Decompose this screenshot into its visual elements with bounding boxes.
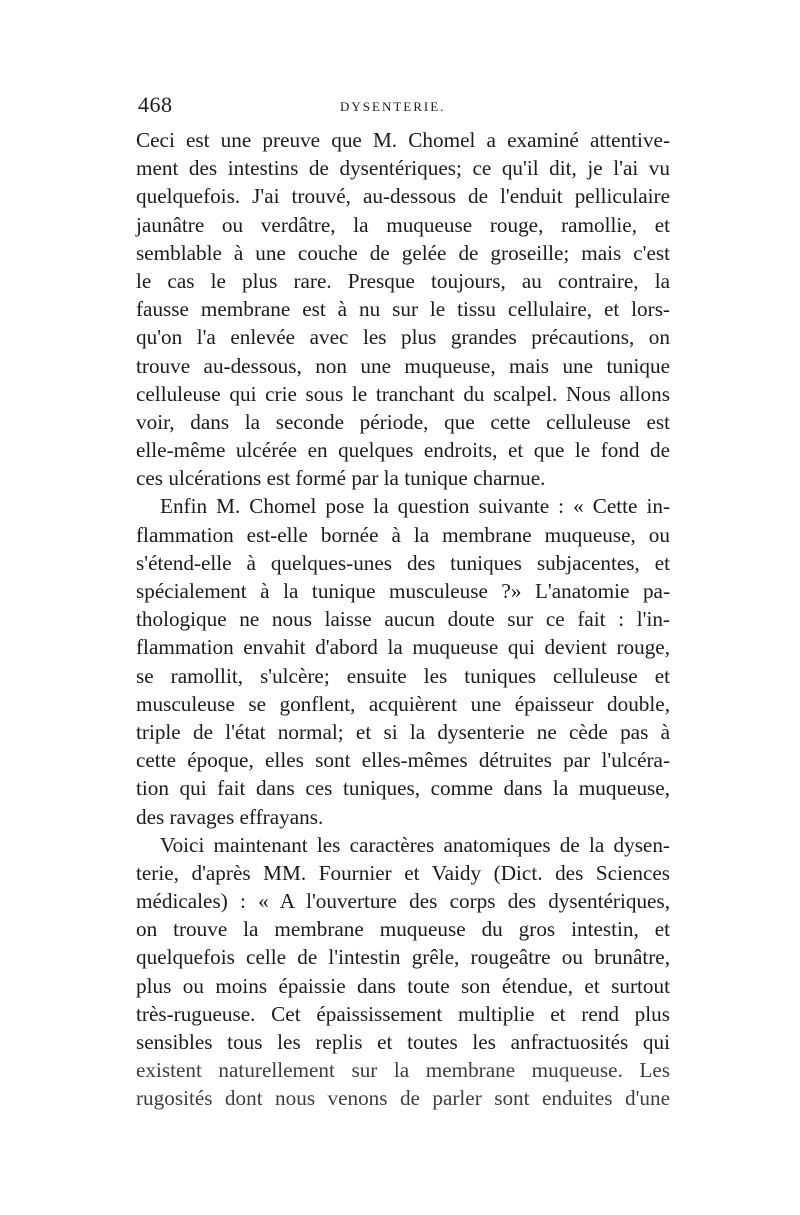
running-title: DYSENTERIE. bbox=[340, 99, 446, 114]
running-head bbox=[138, 92, 668, 122]
text-line: Enfin M. Chomel pose la question suivante : « Cette in- bbox=[160, 494, 670, 519]
text-line: semblable à une couche de gelée de groseille; mais c'est bbox=[136, 240, 670, 265]
text-line: celluleuse qui crie sous le tranchant du scalpel. Nous allons bbox=[136, 381, 670, 406]
text-line: très-rugueuse. Cet épaississement multiplie et rend plus bbox=[136, 1001, 670, 1026]
text-line: Ceci est une preuve que M. Chomel a examiné attentive- bbox=[136, 128, 670, 152]
text-line: tion qui fait dans ces tuniques, comme dans la muqueuse, bbox=[136, 776, 670, 801]
text-line: médicales) : « A l'ouverture des corps des dysentériques, bbox=[136, 889, 670, 914]
text-line: le cas le plus rare. Presque toujours, au contraire, la bbox=[136, 268, 670, 293]
text-line: qu'on l'a enlevée avec les plus grandes précautions, on bbox=[136, 325, 670, 350]
text-line: voir, dans la seconde période, que cette celluleuse est bbox=[136, 409, 670, 434]
text-line: s'étend-elle à quelques-unes des tuniques subjacentes, et bbox=[136, 550, 670, 575]
text-line: fausse membrane est à nu sur le tissu cellulaire, et lors- bbox=[136, 297, 670, 322]
text-line: cette époque, elles sont elles-mêmes détruites par l'ulcéra- bbox=[136, 748, 670, 773]
text-line: ment des intestins de dysentériques; ce qu'il dit, je l'ai vu bbox=[136, 156, 670, 181]
body-text bbox=[136, 126, 670, 1113]
text-line: se ramollit, s'ulcère; ensuite les tuniques celluleuse et bbox=[136, 663, 670, 688]
text-line: elle-même ulcérée en quelques endroits, et que le fond de bbox=[136, 438, 670, 463]
text-line: on trouve la membrane muqueuse du gros intestin, et bbox=[136, 917, 670, 942]
text-line: trouve au-dessous, non une muqueuse, mais une tunique bbox=[136, 353, 670, 378]
text-line: ces ulcérations est formé par la tunique charnue. bbox=[136, 466, 546, 491]
text-line: thologique ne nous laisse aucun doute sur ce fait : l'in- bbox=[136, 607, 670, 632]
text-line: musculeuse se gonflent, acquièrent une épaisseur double, bbox=[136, 691, 670, 716]
text-line: triple de l'état normal; et si la dysenterie ne cède pas à bbox=[136, 719, 670, 744]
text-line: des ravages effrayans. bbox=[136, 804, 324, 829]
text-line: Voici maintenant les caractères anatomiques de la dysen- bbox=[160, 832, 670, 857]
page-number: 468 bbox=[138, 92, 173, 117]
text-line: sensibles tous les replis et toutes les anfractuosités qui bbox=[136, 1030, 670, 1054]
text-line: quelquefois celle de l'intestin grêle, rougeâtre ou brunâtre, bbox=[136, 945, 670, 970]
paragraph-3 bbox=[136, 831, 670, 1113]
text-line: flammation envahit d'abord la muqueuse qui devient rouge, bbox=[136, 635, 670, 660]
text-line: flammation est-elle bornée à la membrane muqueuse, ou bbox=[136, 522, 670, 547]
text-line: rugosités dont nous venons de parler sont enduites d'une bbox=[136, 1086, 670, 1111]
text-line: existent naturellement sur la membrane muqueuse. Les bbox=[136, 1058, 670, 1083]
text-line: terie, d'après MM. Fournier et Vaidy (Dict. des Sciences bbox=[136, 860, 670, 885]
paragraph-2 bbox=[136, 492, 670, 830]
text-line: jaunâtre ou verdâtre, la muqueuse rouge, ramollie, et bbox=[136, 212, 670, 237]
paragraph-1 bbox=[136, 126, 670, 492]
text-line: plus ou moins épaissie dans toute son étendue, et surtout bbox=[136, 973, 670, 998]
text-line: spécialement à la tunique musculeuse ?» L'anatomie pa- bbox=[136, 579, 670, 603]
text-line: quelquefois. J'ai trouvé, au-dessous de l'enduit pelliculaire bbox=[136, 184, 670, 209]
